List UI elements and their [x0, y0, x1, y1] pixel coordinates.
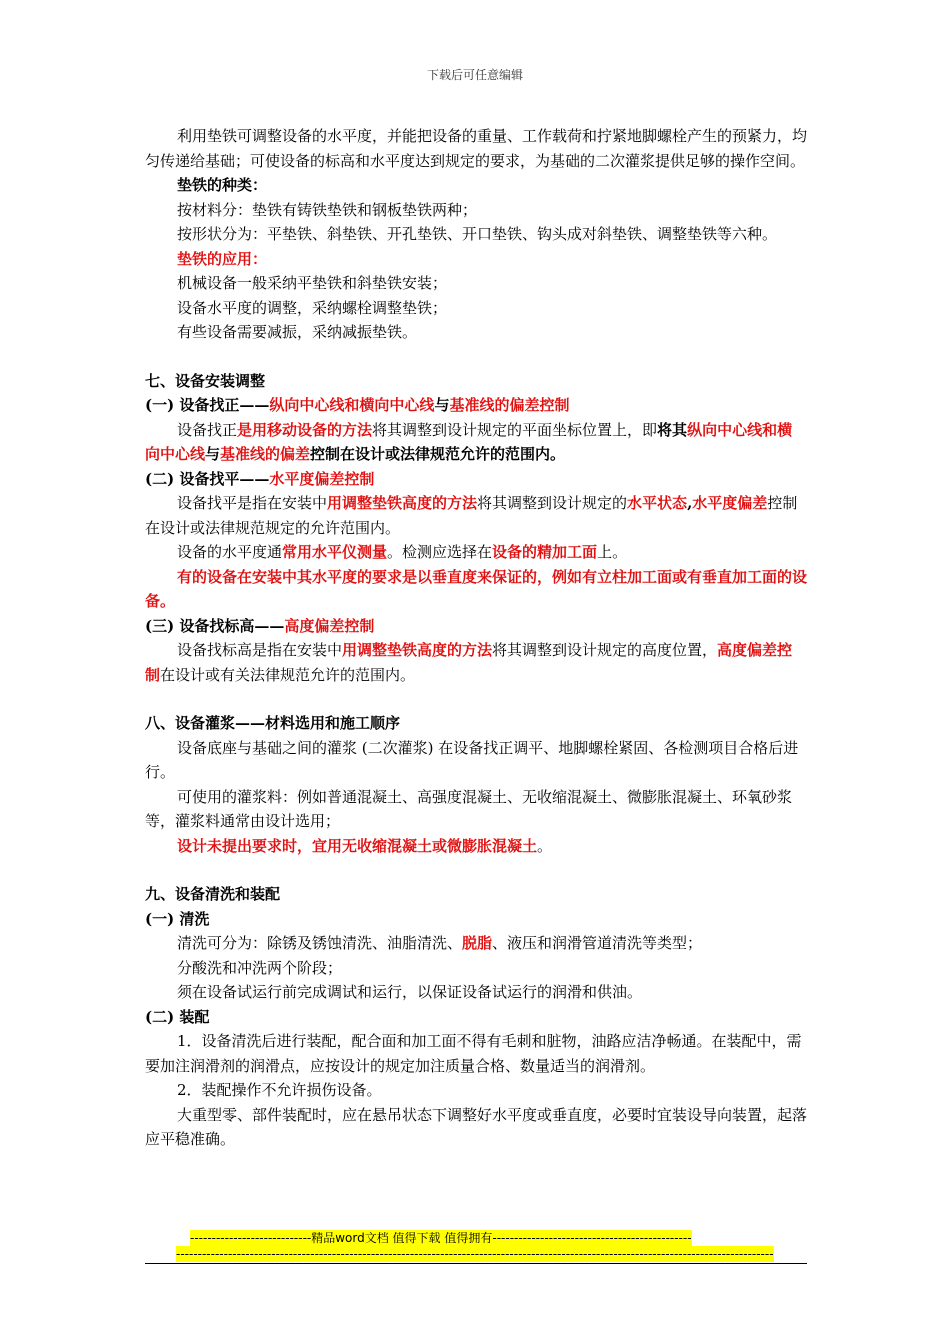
text-run: 垫铁的种类： — [177, 176, 268, 194]
subsection-heading — [145, 393, 807, 418]
text-run: 设备找标高是指在安装中 — [177, 641, 343, 659]
text-run: 水平度偏差 — [692, 494, 768, 512]
page-header: 下载后可任意编辑 — [426, 68, 523, 82]
paragraph — [145, 296, 807, 321]
text-run: 设备找平是指在安装中 — [177, 494, 328, 512]
paragraph — [145, 565, 807, 614]
subsection-heading — [145, 467, 807, 492]
paragraph — [145, 222, 807, 247]
paragraph — [145, 931, 807, 956]
text-run: 将其调整到设计规定的 — [477, 494, 628, 512]
text-run: 可使用的灌浆料：例如普通混凝土、高强度混凝土、无收缩混凝土、微膨胀混凝土、环氧砂浆等，灌浆料通常由设计选用； — [145, 787, 793, 830]
paragraph — [145, 418, 807, 467]
text-run: 脱脂 — [462, 934, 493, 952]
text-run: 将其 — [657, 420, 688, 439]
paragraph — [145, 540, 807, 565]
text-run: 大重型零、部件装配时，应在悬吊状态下调整好水平度或垂直度，必要时宜装设导向装置，起落应平稳准确。 — [145, 1105, 808, 1148]
section-heading — [145, 711, 807, 736]
text-run: 七、设备安装调整 — [145, 371, 266, 390]
paragraph — [145, 1078, 807, 1103]
paragraph — [145, 491, 807, 540]
text-run: 将其调整到设计规定的平面坐标位置上，即 — [372, 420, 658, 439]
text-run: 分酸洗和冲洗两个阶段； — [177, 958, 343, 977]
subsection-heading — [145, 614, 807, 639]
text-run: 控制在设计或法律规范允许的范围内。 — [310, 445, 566, 463]
text-run: 有些设备需要减振，采纳减振垫铁。 — [177, 323, 418, 341]
text-run: 按形状分为：平垫铁、斜垫铁、开孔垫铁、开口垫铁、钩头成对斜垫铁、调整垫铁等六种。 — [177, 225, 778, 243]
text-run: 。检测应选择在 — [387, 543, 493, 561]
paragraph — [145, 247, 807, 272]
subsection-heading — [145, 907, 807, 932]
paragraph — [145, 173, 807, 198]
footer-dashes: ------------------------------------------------------------------------------------------------------------------------------------------ — [176, 1247, 774, 1261]
text-run: 清洗可分为：除锈及锈蚀清洗、油脂清洗、 — [177, 934, 463, 952]
text-run: (二) 设备找平—— — [145, 469, 270, 488]
section-heading — [145, 882, 807, 907]
text-run: 有的设备在安装中其水平度的要求是以垂直度来保证的，例如有立柱加工面或有垂直加工面的设备。 — [145, 567, 808, 610]
text-run: 设备的水平度通 — [177, 543, 283, 561]
text-run: 垫铁的应用： — [177, 249, 268, 268]
text-run: 纵向中心线和横向中心线 — [269, 396, 435, 414]
paragraph — [145, 956, 807, 981]
text-run: 机械设备一般采纳平垫铁和斜垫铁安装； — [177, 274, 448, 292]
paragraph — [145, 124, 807, 173]
text-run: 与 — [205, 445, 221, 463]
text-run: 与 — [434, 396, 450, 414]
text-run: 利用垫铁可调整设备的水平度，并能把设备的重量、工作载荷和拧紧地脚螺栓产生的预紧力，均匀传递给基础；可使设备的标高和水平度达到规定的要求，为基础的二次灌浆提供足够的操作空间。 — [145, 127, 808, 170]
text-run: (二) 装配 — [145, 1007, 210, 1026]
text-run: 1．设备清洗后进行装配，配合面和加工面不得有毛刺和脏物，油路应洁净畅通。在装配中，需要加注润滑剂的润滑点，应按设计的规定加注质量合格、数量适当的润滑剂。 — [145, 1032, 802, 1075]
paragraph — [145, 271, 807, 296]
text-run: 2．装配操作不允许损伤设备。 — [177, 1081, 382, 1099]
text-run: 控制在设计或法律规范规定的允许范围内。 — [145, 494, 798, 537]
text-run: 设备底座与基础之间的灌浆 (二次灌浆) 在设备找正调平、地脚螺栓紧固、各检测项目合格后进行。 — [145, 738, 799, 781]
document-body — [145, 124, 807, 1152]
text-run: 常用水平仪测量 — [282, 543, 388, 561]
paragraph — [145, 320, 807, 345]
text-run: 基准线的偏差 — [220, 445, 311, 463]
text-run: 将其调整到设计规定的高度位置， — [492, 641, 718, 659]
footer-banner: ----------------------------精品word文档 值得下载 值得拥有---------------------------------------------- — [190, 1231, 692, 1245]
text-run: 高度偏差控制 — [284, 616, 375, 635]
text-run: 上。 — [597, 543, 628, 561]
paragraph — [145, 1029, 807, 1078]
text-run: 用调整垫铁高度的方法 — [342, 641, 493, 659]
text-run: 设备水平度的调整，采纳螺栓调整垫铁； — [177, 298, 448, 317]
paragraph — [145, 736, 807, 785]
subsection-heading — [145, 1005, 807, 1030]
text-run: (一) 设备找正—— — [145, 396, 270, 414]
text-run: 八、设备灌浆——材料选用和施工顺序 — [145, 714, 401, 732]
text-run: (一) 清洗 — [145, 909, 210, 928]
section-heading — [145, 369, 807, 394]
text-run: 水平度偏差控制 — [269, 469, 375, 488]
text-run: 。 — [537, 836, 553, 855]
text-run: 高度偏差控制 — [145, 641, 793, 684]
paragraph — [145, 980, 807, 1005]
text-run: 用调整垫铁高度的方法 — [327, 494, 478, 512]
text-run: 基准线的偏差控制 — [449, 396, 570, 414]
text-run: 设计未提出要求时，宜用无收缩混凝土或微膨胀混凝土 — [177, 836, 538, 855]
text-run: 九、设备清洗和装配 — [145, 885, 281, 903]
paragraph — [145, 1103, 807, 1152]
paragraph — [145, 198, 807, 223]
text-run: , — [687, 494, 693, 512]
paragraph — [145, 834, 807, 859]
text-run: 设备的精加工面 — [492, 543, 598, 561]
text-run: 在设计或有关法律规范允许的范围内。 — [160, 665, 416, 684]
text-run: 水平状态 — [627, 494, 688, 512]
text-run: 设备找正 — [177, 420, 238, 439]
text-run: 纵向中心线和横向中心线 — [145, 420, 793, 463]
paragraph — [145, 638, 807, 687]
text-run: 须在设备试运行前完成调试和运行，以保证设备试运行的润滑和供油。 — [177, 983, 643, 1001]
text-run: 、液压和润滑管道清洗等类型； — [492, 934, 703, 952]
text-run: 是用移动设备的方法 — [237, 420, 373, 439]
paragraph — [145, 785, 807, 834]
text-run: (三) 设备找标高—— — [145, 616, 285, 635]
footer-rule — [145, 1263, 807, 1264]
text-run: 按材料分：垫铁有铸铁垫铁和钢板垫铁两种； — [177, 200, 478, 219]
